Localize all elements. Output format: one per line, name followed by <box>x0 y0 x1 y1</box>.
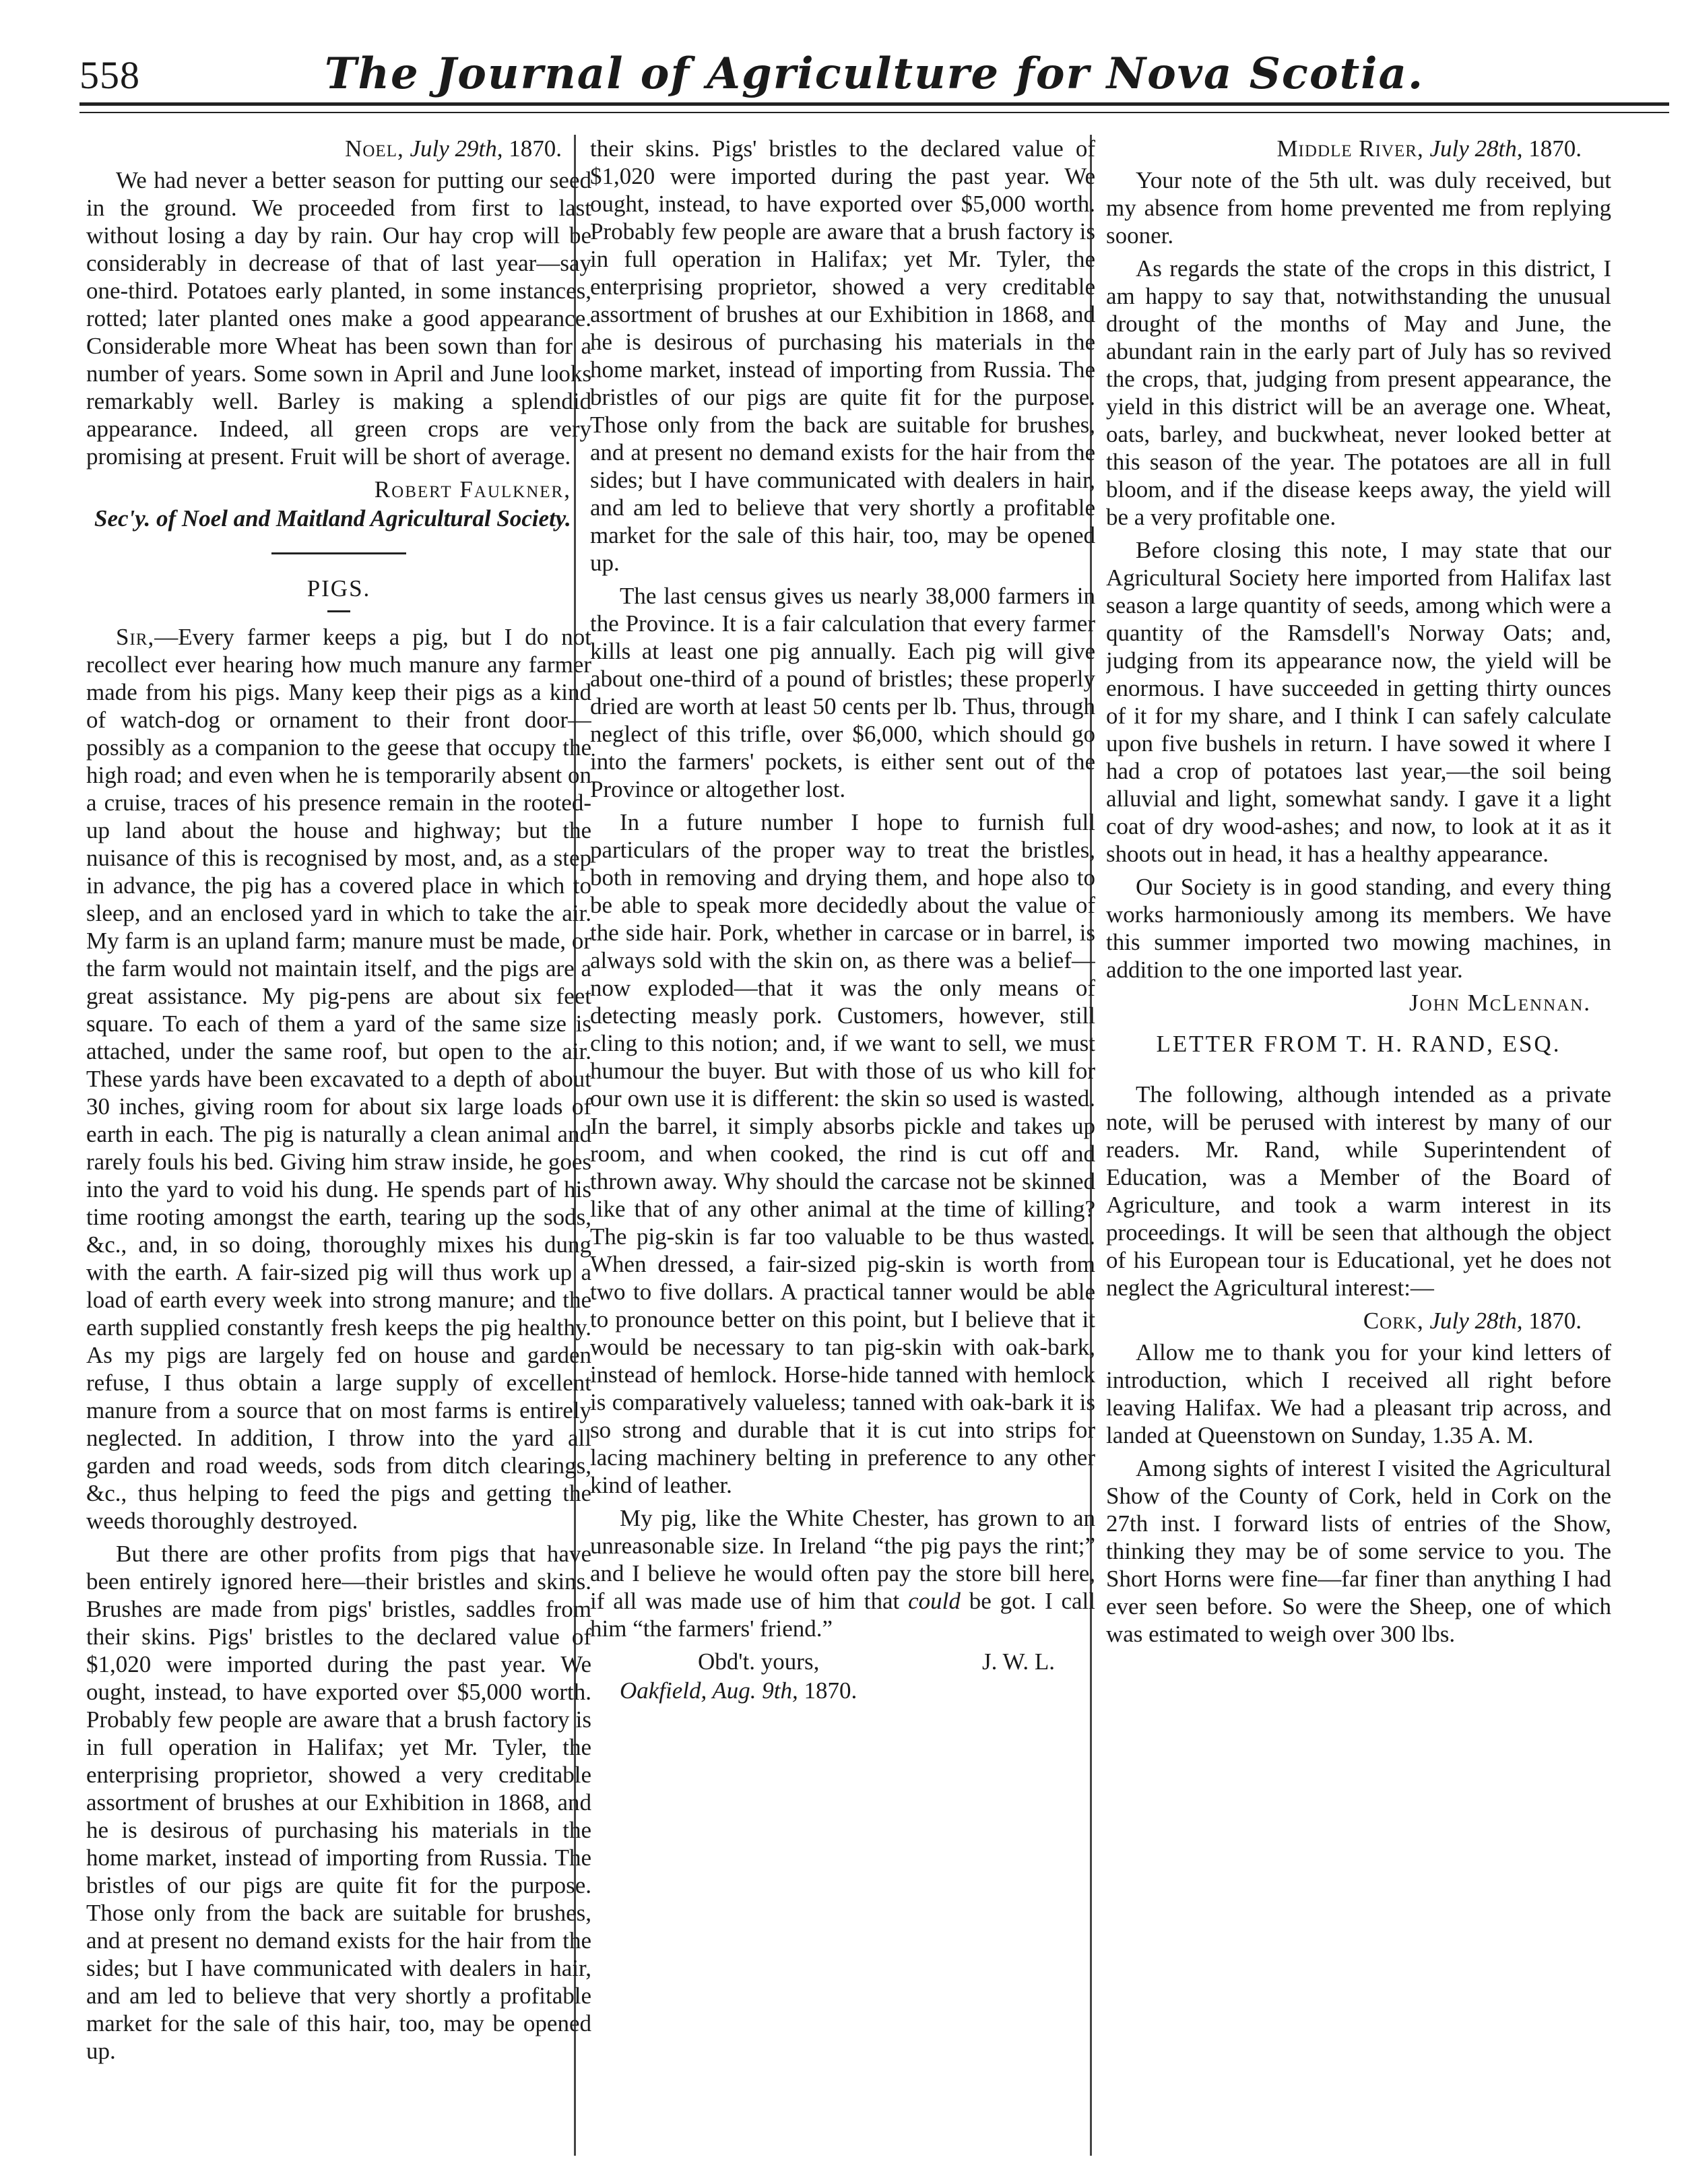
cork-dateline: Cork, July 28th, 1870. <box>1363 1308 1582 1334</box>
author-initials: J. W. L. <box>982 1648 1055 1675</box>
pigs-place-date: Oakfield, Aug. 9th, 1870. <box>620 1677 857 1704</box>
page-number: 558 <box>79 53 140 97</box>
pigs-closing <box>590 1648 1095 1675</box>
rand-letter-heading: LETTER FROM T. H. RAND, ESQ. <box>1156 1031 1561 1057</box>
middle-river-paragraph-1: Your note of the 5th ult. was duly received, but my absence from home prevented me from replying sooner. <box>1106 167 1611 249</box>
closing-phrase: Obd't. yours, <box>698 1648 820 1675</box>
column-2-content <box>590 135 1095 2156</box>
pigs-heading: PIGS. <box>306 575 371 602</box>
journal-title: The Journal of Agriculture for Nova Scotia. <box>324 49 1425 99</box>
pigs-paragraph-3: The last census gives us nearly 38,000 farmers in the Province. It is a fair calculation that every farmer kills at least one pig annually. Each pig will give about one-third of a pound of bristles; these properly dried are worth at least 50 cents per lb. Thus, through neglect of this trifle, over $6,000, which should go into the farmers' pockets, is either sent out of the Province or altogether lost. <box>590 583 1095 802</box>
noel-signature-title: Sec'y. of Noel and Maitland Agricultural Society. <box>94 505 571 532</box>
middle-river-paragraph-2: As regards the state of the crops in this district, I am happy to say that, notwithstanding the unusual drought of the months of May and June, the abundant rain in the early part of July has so revived the crops, that, judging from present appearance, the yield in this district will be an average one. Wheat, oats, barley, and buckwheat, never looked better at this season of the year. The potatoes are all in full bloom, and if the disease keeps away, the yield will be a very profitable one. <box>1106 255 1611 530</box>
pigs-paragraph-2-continued: their skins. Pigs' bristles to the declared value of $1,020 were imported during the past year. We ought, instead, to have exported over $5,000 worth. Probably few people are aware that a brush factory is in full operation in Halifax; yet Mr. Tyler, the enterprising proprietor, showed a very creditable assortment of brushes at our Exhibition in 1868, and he is desirous of purchasing his materials in the home market, instead of importing from Russia. The bristles of our pigs are quite fit for the purpose. Those only from the back are suitable for brushes, and at present no demand exists for the hair from the sides; but I have communicated with dealers in hair, and am led to believe that very shortly a profitable market for the sale of this hair, too, may be opened up. <box>590 135 1095 576</box>
column-1 <box>86 135 591 2156</box>
header-rule-thin <box>79 112 1669 113</box>
pigs-paragraph-1: Sir,—Every farmer keeps a pig, but I do not recollect ever hearing how much manure any farmer made from his pigs. Many keep their pigs as a kind of watch-dog or ornament to their front door—possibly as a companion to the geese that occupy the high road; and even when he is temporarily absent on a cruise, traces of his presence remain in the rooted-up land about the house and highway; but the nuisance of this is recognised by most, and, as a step in advance, the pig has a covered place in which to sleep, and an enclosed yard in which to take the air. My farm is an upland farm; manure must be made, or the farm would not maintain itself, and the pigs are a great assistance. My pig-pens are about six feet square. To each of them a yard of the same size is attached, under the same roof, but open to the air. These yards have been excavated to a depth of about 30 inches, giving room for about six large loads of earth in each. The pig is naturally a clean animal and rarely fouls his bed. Giving him straw inside, he goes into the yard to void his dung. He spends part of his time rooting amongst the earth, tearing up the sods, &c., and, in so doing, thoroughly mixes his dung with the earth. A fair-sized pig will thus work up a load of earth every week into strong manure; and the earth supplied constantly fresh keeps the pig healthy. As my pigs are largely fed on house and garden refuse, I thus obtain a large supply of excellent manure from a source that on most farms is entirely neglected. In addition, I throw into the yard all garden and road weeds, sods from ditch clearings, &c., thus helping to feed the pigs and getting the weeds thoroughly destroyed. <box>86 624 591 1534</box>
rand-paragraph-2: Among sights of interest I visited the Agricultural Show of the County of Cork, held in Cork on the 27th inst. I forward lists of entries of the Show, thinking they may be of some service to you. The Short Horns were fine—far finer than anything I had ever seen before. So were the Sheep, one of which was estimated to weigh over 300 lbs. <box>1106 1455 1611 1647</box>
middle-river-paragraph-3: Before closing this note, I may state that our Agricultural Society here imported from Halifax last season a large quantity of seeds, among which were a quantity of the Ramsdell's Norway Oats; and, judging from its appearance now, the yield will be enormous. I have succeeded in getting thirty ounces of it for my share, and I think I can safely calculate upon five bushels in return. I have sowed it where I had a crop of potatoes last year,—the soil being alluvial and light, somewhat sandy. I gave it a light coat of dry wood-ashes; and now, to look at it as it shoots out in head, it has a healthy appearance. <box>1106 537 1611 867</box>
middle-river-signature: John McLennan. <box>1409 990 1591 1016</box>
heading-dash <box>327 610 350 612</box>
middle-river-paragraph-4: Our Society is in good standing, and every thing works harmoniously among its members. We have this summer imported two mowing machines, in addition to the one imported last year. <box>1106 874 1611 983</box>
column-3 <box>1106 135 1611 2156</box>
pigs-paragraph-5: My pig, like the White Chester, has grown to an unreasonable size. In Ireland “the pig pays the rint;” and I believe he would often pay the store bill here, if all was made use of him that could be got. I call him “the farmers' friend.” <box>590 1505 1095 1642</box>
pigs-paragraph-4: In a future number I hope to furnish full particulars of the proper way to treat the bristles, both in removing and drying them, and hope also to be able to speak more decidedly about the value of the side hair. Pork, whether in carcase or in barrel, is always sold with the skin on, as there was a belief—now exploded—that it was the only means of detecting measly pork. Customers, however, still cling to this notion; and, if we want to sell, we must humour the buyer. But with those of us who kill for our own use it is different: the skin so used is wasted. In the barrel, it simply absorbs pickle and takes up room, and when cooked, the rind is cut off and thrown away. Why should the carcase not be skinned like that of any other animal at the time of killing? The pig-skin is far too valuable to be thus wasted. When dressed, a fair-sized pig-skin is worth from two to five dollars. A practical tanner would be able to pronounce better on this point, but I believe that it would be necessary to tan pig-skin with oak-bark, instead of hemlock. Horse-hide tanned with hemlock is comparatively valueless; tanned with oak-bark it is so strong and durable that it is cut into strips for lacing machinery belting in preference to any other kind of leather. <box>590 809 1095 1498</box>
noel-letter-body: We had never a better season for putting our seed in the ground. We proceeded from first to last without losing a day by rain. Our hay crop will be considerably in decrease of that of last year—say one-third. Potatoes early planted, in some instances, rotted; later planted ones make a good appearance. Considerable more Wheat has been sown than for a number of years. Some sown in April and June looks remarkably well. Barley is making a splendid appearance. Indeed, all green crops are very promising at present. Fruit will be short of average. <box>86 167 591 470</box>
page-header <box>79 49 1669 129</box>
header-rule-thick <box>79 102 1669 106</box>
noel-dateline: Noel, July 29th, 1870. <box>345 135 562 162</box>
middle-river-dateline: Middle River, July 28th, 1870. <box>1276 135 1582 162</box>
rand-paragraph-1: Allow me to thank you for your kind letters of introduction, which I received all right before leaving Halifax. We had a pleasant trip across, and landed at Queenstown on Sunday, 1.35 A. M. <box>1106 1339 1611 1448</box>
section-divider <box>271 552 406 554</box>
noel-signature: Robert Faulkner, <box>374 476 571 503</box>
rand-letter-intro: The following, although intended as a private note, will be perused with interest by many of our readers. Mr. Rand, while Superintendent of Education, was a Member of the Board of Agriculture, and took a warm interest in its proceedings. It will be seen that although the object of his European tour is Educational, yet he does not neglect the Agricultural interest:— <box>1106 1081 1611 1301</box>
pigs-paragraph-2: But there are other profits from pigs that have been entirely ignored here—their bristles and skins. Brushes are made from pigs' bristles, saddles from their skins. Pigs' bristles to the declared value of $1,020 were imported during the past year. We ought, instead, to have exported over $5,000 worth. Probably few people are aware that a brush factory is in full operation in Halifax; yet Mr. Tyler, the enterprising proprietor, showed a very creditable assortment of brushes at our Exhibition in 1868, and he is desirous of purchasing his materials in the home market, instead of importing from Russia. The bristles of our pigs are quite fit for the purpose. Those only from the back are suitable for brushes, and at present no demand exists for the hair from the sides; but I have communicated with dealers in hair, and am led to believe that very shortly a profitable market for the sale of this hair, too, may be opened up. <box>86 1541 591 2064</box>
